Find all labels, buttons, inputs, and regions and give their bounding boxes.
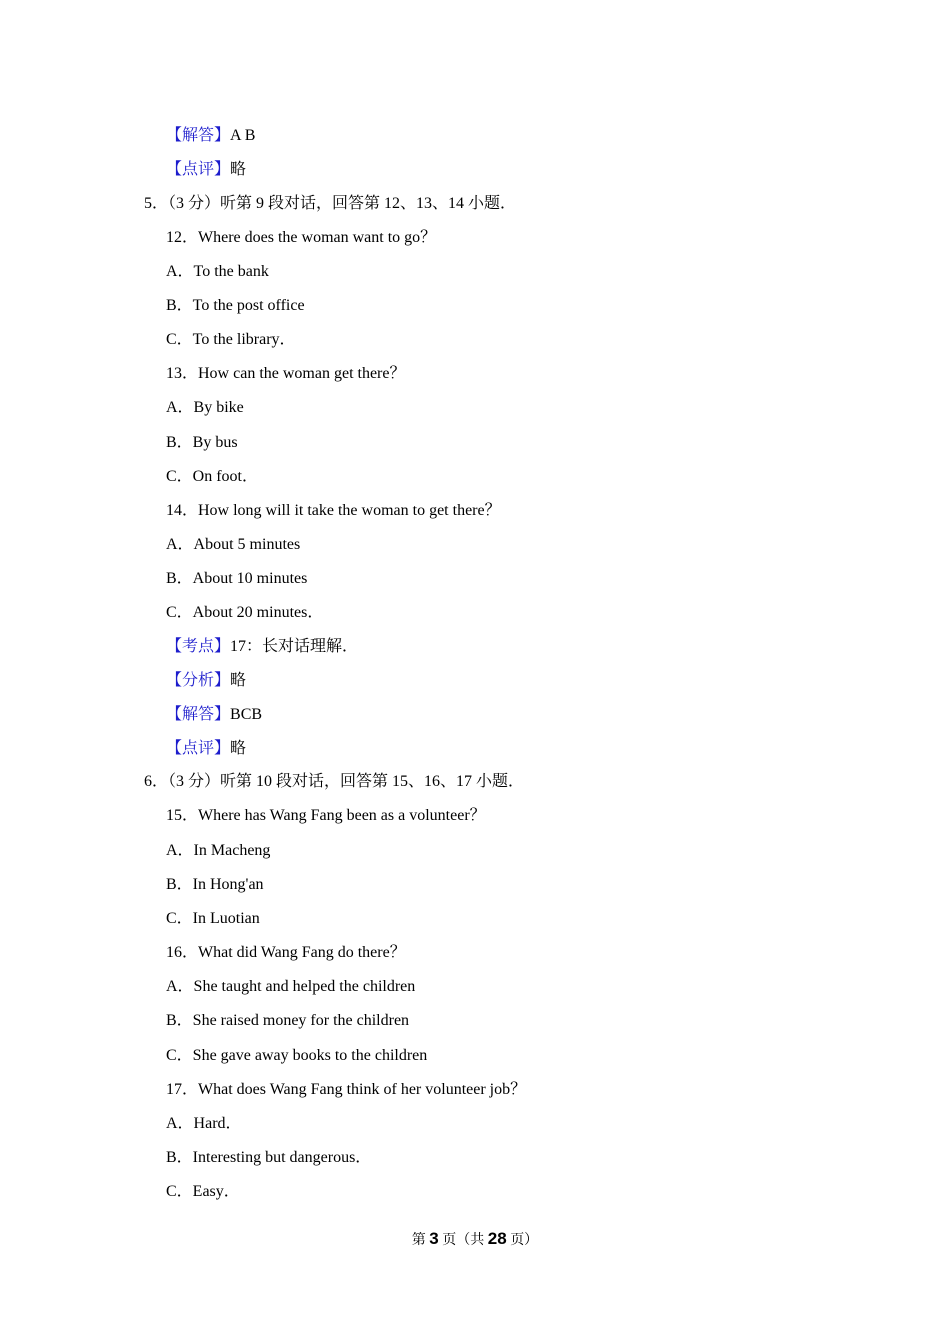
page-footer [0, 1229, 950, 1251]
total-page-number: 28 [487, 1229, 507, 1248]
q5-item: C．About 20 minutes． [166, 604, 324, 621]
answer-text: BCB [230, 706, 263, 723]
answer-line [166, 705, 262, 725]
answer-tag: 【解答】 [166, 127, 231, 144]
answer-text: A B [230, 127, 256, 144]
q6-item: A．Hard． [166, 1115, 242, 1132]
comment-line [166, 739, 246, 759]
q5-item: C．On foot． [166, 468, 259, 485]
q5-item: A．By bike [166, 399, 244, 416]
comment-text: 略 [230, 161, 247, 178]
q6-item: A．She taught and helped the children [166, 978, 416, 995]
q5-item: B．About 10 minutes [166, 570, 308, 587]
comment-line [166, 160, 246, 180]
comment-tag: 【点评】 [166, 740, 231, 757]
q6-item: B．Interesting but dangerous． [166, 1149, 372, 1166]
q6-item: A．In Macheng [166, 842, 271, 859]
analysis-text: 略 [230, 672, 247, 689]
analysis-tag: 【分析】 [166, 672, 231, 689]
q6-item: 17．What does Wang Fang think of her volunteer job？ [166, 1081, 527, 1098]
q5-item: C．To the library． [166, 331, 296, 348]
q5-item: B．To the post office [166, 297, 305, 314]
question-6-header: 6．（3 分）听第 10 段对话，回答第 15、16、17 小题． [144, 773, 525, 790]
question-5-header: 5．（3 分）听第 9 段对话，回答第 12、13、14 小题． [144, 195, 517, 212]
q5-item: 12．Where does the woman want to go？ [166, 229, 437, 246]
analysis-line [166, 671, 246, 691]
q5-item: A．To the bank [166, 263, 269, 280]
footer-post: 页） [510, 1233, 539, 1248]
q6-item: 16．What did Wang Fang do there？ [166, 944, 406, 961]
q5-item: B．By bus [166, 434, 238, 451]
q6-item: 15．Where has Wang Fang been as a volunteer？ [166, 807, 486, 824]
current-page-number: 3 [429, 1229, 439, 1248]
comment-text: 略 [230, 740, 247, 757]
q5-item: A．About 5 minutes [166, 536, 301, 553]
point-line [166, 637, 358, 657]
footer-mid: 页（共 [442, 1233, 485, 1248]
q5-item: 14．How long will it take the woman to get there？ [166, 502, 501, 519]
answer-line [166, 126, 255, 146]
q6-item: C．She gave away books to the children [166, 1047, 428, 1064]
comment-tag: 【点评】 [166, 161, 231, 178]
point-text: 17：长对话理解． [230, 638, 359, 655]
q6-item: B．She raised money for the children [166, 1012, 410, 1029]
answer-tag: 【解答】 [166, 706, 231, 723]
q5-item: 13．How can the woman get there？ [166, 365, 406, 382]
q6-item: C．In Luotian [166, 910, 260, 927]
q6-item: C．Easy． [166, 1183, 240, 1200]
q6-item: B．In Hong'an [166, 876, 264, 893]
point-tag: 【考点】 [166, 638, 231, 655]
footer-pre: 第 [411, 1233, 426, 1248]
